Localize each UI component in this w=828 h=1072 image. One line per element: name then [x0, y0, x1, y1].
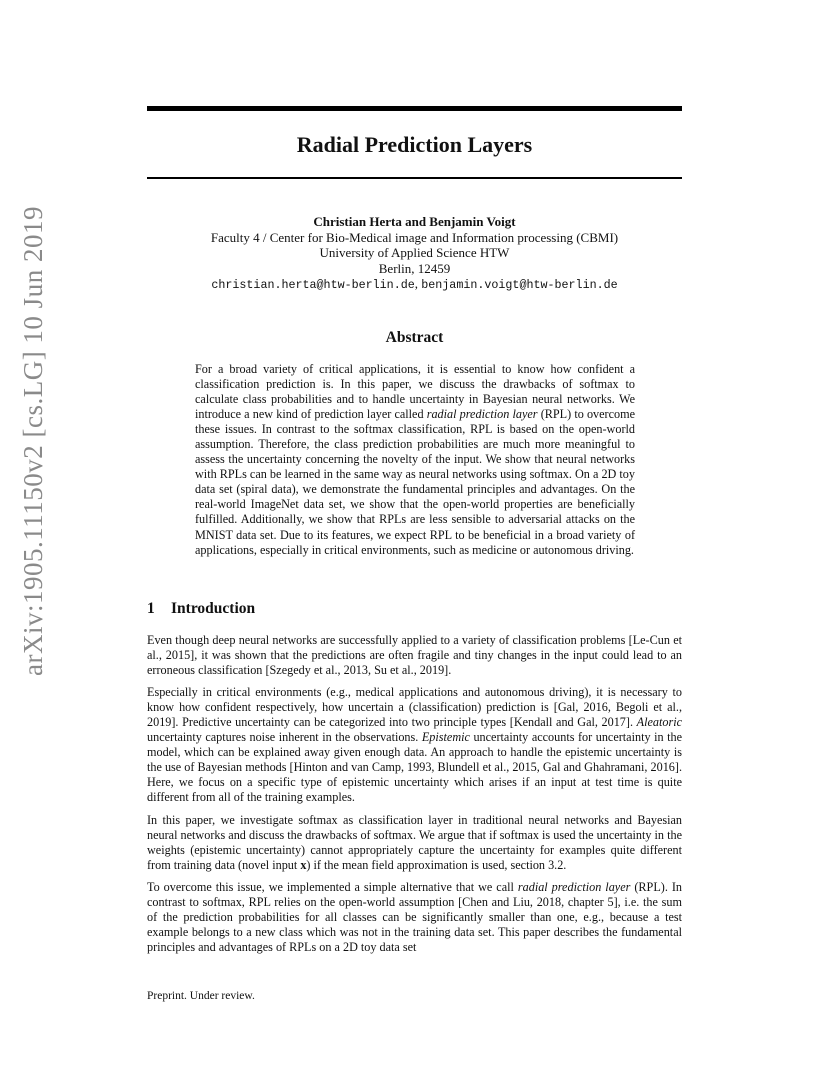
para2-text-b: uncertainty captures noise inherent in the observations. [147, 730, 422, 745]
intro-paragraph-2 [147, 685, 682, 805]
author-emails [147, 276, 682, 294]
author-affiliation: Faculty 4 / Center for Bio-Medical image and Information processing (CBMI) [210, 229, 619, 245]
para2-emphasis-epistemic: Epistemic [421, 730, 470, 745]
intro-paragraph-4 [147, 880, 682, 955]
title-top-rule [147, 106, 682, 111]
title-bottom-rule [147, 177, 682, 179]
intro-paragraph-3 [147, 813, 682, 873]
author-email-1[interactable]: christian.herta@htw-berlin.de [211, 278, 415, 293]
para3-text-b: ) if the mean field approximation is used, section 3.2. [306, 857, 567, 872]
email-separator: , [414, 276, 418, 292]
intro-paragraph-1: Even though deep neural networks are successfully applied to a variety of classification problems [Le-Cun et al., 2015], it was shown that the predictions are often fragile and tiny changes in the input could lead to an erroneous classification [Szegedy et al., 2013, Su et al., 2019]. [147, 633, 682, 678]
para4-emphasis-rpl: radial prediction layer [517, 879, 631, 894]
preprint-footer: Preprint. Under review. [147, 990, 255, 1002]
abstract-body [195, 362, 635, 558]
para2-emphasis-aleatoric: Aleatoric [636, 715, 682, 730]
para3-text-a: In this paper, we investigate softmax as classification layer in traditional neural networks and Bayesian neural networks and discuss the drawbacks of softmax. We argue that if softmax is used the uncertainty in the weights (epistemic uncertainty) cannot appropriately capture the uncertainty for examples quite different from training data (novel input [147, 812, 682, 872]
abstract-heading: Abstract [385, 329, 444, 346]
abstract-text-1: For a broad variety of critical applications, it is essential to know how confident a classification prediction is. In this paper, we discuss the drawbacks of softmax to calculate class probabilities and to handle uncertainty in Bayesian neural networks. We introduce a new kind of prediction layer called [195, 362, 635, 422]
author-city: Berlin, 12459 [378, 260, 451, 276]
author-university: University of Applied Science HTW [319, 245, 510, 261]
abstract-text-2: (RPL) to overcome these issues. In contrast to the softmax classification, RPL is based on the open-world assumption. Therefore, the class prediction probabilities are much more meaningful to assess the uncertainty concerning the novelty of the input. We show that neural networks with RPLs can be learned in the same way as neural networks using softmax. On a 2D toy data set (spiral data), we demonstrate the fundamental principles and advantages. On the real-world ImageNet data set, we show that the open-world properties are beneficially fulfilled. Additionally, we show that RPLs are less sensible to adversarial attacks on the MNIST data set. Due to its features, we expect RPL to be beneficial in a broad variety of applications, especially in critical environments, such as medicine or autonomous driving. [195, 407, 636, 557]
arxiv-identifier: arXiv:1905.11150v2 [cs.LG] 10 Jun 2019 [18, 206, 48, 676]
author-names: Christian Herta and Benjamin Voigt [313, 214, 516, 229]
para2-text-c: uncertainty accounts for uncertainty in the model, which can be explained away given enough data. An approach to handle the epistemic uncertainty is the use of Bayesian methods [Hinton and van Camp, 1993, Blundell et al., 2015, Gal and Ghahramani, 2016]. Here, we focus on a specific type of epistemic uncertainty which arises if an input at test time is quite different from all of the training examples. [147, 730, 682, 805]
section-title: Introduction [171, 600, 256, 617]
paper-title: Radial Prediction Layers [296, 132, 533, 157]
para3-math-x: x [300, 857, 307, 872]
para2-text-a: Especially in critical environments (e.g., medical applications and autonomous driving), it is necessary to know how confident respectively, how uncertain a (classification) prediction is [Gal, 2016, Begoli et al., 2019]. Predictive uncertainty can be categorized into two principle types [Kendall and Gal, 2017]. [147, 685, 682, 730]
author-block [147, 214, 682, 294]
section-number: 1 [147, 600, 155, 617]
para4-text-b: (RPL). In contrast to softmax, RPL relies on the open-world assumption [Chen and Liu, 2018, chapter 5], i.e. the sum of the prediction probabilities for all classes can be significantly smaller than one, e.g., because a test example belongs to a new class which was not in the training data set. This paper describes the fundamental principles and advantages of RPLs on a 2D toy data set [147, 879, 683, 954]
abstract-emphasis-rpl: radial prediction layer [426, 407, 538, 422]
section-heading-introduction [147, 598, 682, 620]
para4-text-a: To overcome this issue, we implemented a simple alternative that we call [147, 879, 518, 894]
introduction-body [147, 633, 682, 962]
author-email-2[interactable]: benjamin.voigt@htw-berlin.de [421, 278, 618, 293]
